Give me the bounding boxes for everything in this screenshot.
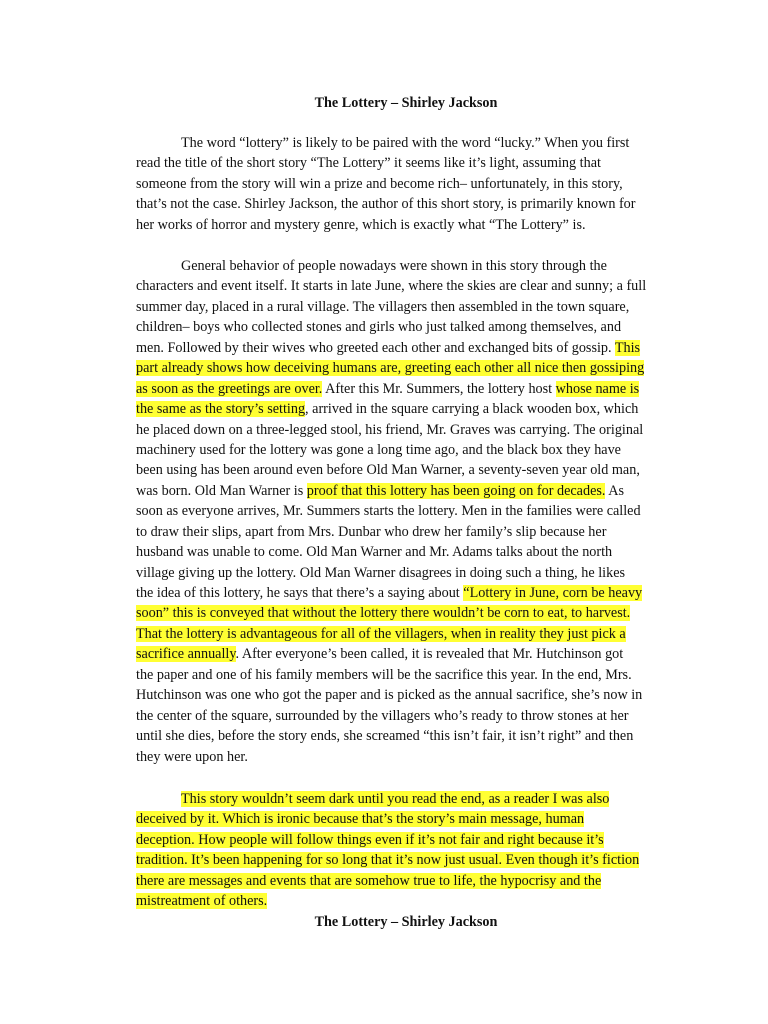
- text-line: [136, 563, 676, 583]
- text-segment: someone from the story will win a prize and become rich– unfortunately, in this story,: [136, 175, 623, 192]
- text-line: [136, 891, 676, 911]
- text-segment: that’s not the case. Shirley Jackson, the author of this short story, is primarily known for: [136, 196, 636, 213]
- text-segment: machinery used for the lottery was gone a long time ago, and the black box they have: [136, 441, 621, 458]
- text-line: [136, 399, 676, 419]
- text-line: [136, 460, 676, 480]
- text-segment: they were upon her.: [136, 748, 248, 765]
- text-line: [136, 153, 676, 173]
- paragraph-summary: [136, 256, 676, 767]
- text-line: [136, 194, 676, 214]
- text-segment: characters and event itself. It starts in late June, where the skies are clear and sunny; a full: [136, 278, 647, 295]
- text-segment: the center of the square, surrounded by the villagers who’s ready to throw stones at her: [136, 707, 629, 724]
- text-line: [136, 174, 676, 194]
- highlighted-text: as soon as the greetings are over.: [136, 380, 323, 397]
- highlighted-text: That the lottery is advantageous for all of the villagers, when in reality they just pick a: [136, 625, 626, 642]
- text-segment: soon as everyone arrives, Mr. Summers starts the lottery. Men in the families were called: [136, 503, 641, 520]
- text-line: [136, 297, 676, 317]
- text-line: [136, 871, 676, 891]
- paragraph-intro: [136, 133, 676, 235]
- text-segment: was born. Old Man Warner is: [136, 482, 307, 499]
- highlighted-text: This story wouldn’t seem dark until you read the end, as a reader I was also: [181, 791, 610, 807]
- text-line: [136, 850, 676, 870]
- text-segment: the paper and one of his family members will be the sacrifice this year. In the end, Mrs.: [136, 666, 632, 683]
- text-line: [136, 789, 676, 809]
- document-title-repeat: The Lottery – Shirley Jackson: [314, 914, 498, 930]
- highlighted-text: deception. How people will follow things even if it’s not fair and right because it’s: [136, 831, 604, 848]
- highlighted-text: proof that this lottery has been going on for decades.: [306, 482, 606, 499]
- highlighted-text: the same as the story’s setting: [136, 401, 306, 418]
- highlighted-text: deceived by it. Which is ironic because that’s the story’s main message, human: [136, 811, 585, 828]
- text-line: [136, 624, 676, 644]
- highlighted-text: there are messages and events that are somehow true to life, the hypocrisy and the: [136, 872, 602, 889]
- highlighted-text: “Lottery in June, corn be heavy: [463, 585, 643, 601]
- text-line: [136, 665, 676, 685]
- text-segment: he placed down on a three-legged stool, his friend, Mr. Graves was carrying. The original: [136, 421, 644, 438]
- highlighted-text: tradition. It’s been happening for so long that it’s now just usual. Even though it’s fiction: [136, 852, 640, 869]
- text-line: [136, 522, 676, 542]
- text-segment: to draw their slips, apart from Mrs. Dunbar who drew her family’s slip because her: [136, 523, 607, 540]
- highlighted-text: sacrifice annually: [136, 646, 236, 663]
- text-segment: her works of horror and mystery genre, which is exactly what “The Lottery” is.: [136, 216, 586, 233]
- text-line: [136, 542, 676, 562]
- text-segment: village giving up the lottery. Old Man Warner disagrees in doing such a thing, he likes: [136, 564, 626, 581]
- text-segment: summer day, placed in a rural village. The villagers then assembled in the town square,: [136, 298, 630, 315]
- highlighted-text: mistreatment of others.: [136, 893, 268, 910]
- text-segment: The word “lottery” is likely to be paired with the word “lucky.” When you first: [181, 135, 630, 151]
- text-segment: read the title of the short story “The Lottery” it seems like it’s light, assuming that: [136, 155, 601, 172]
- paragraph-conclusion: [136, 789, 676, 912]
- text-segment: As: [605, 482, 624, 499]
- text-segment: until she dies, before the story ends, she screamed “this isn’t fair, it isn’t right” and then: [136, 728, 634, 745]
- text-line: [136, 440, 676, 460]
- text-segment: husband was unable to come. Old Man Warner and Mr. Adams talks about the north: [136, 544, 613, 561]
- text-segment: Hutchinson was one who got the paper and is picked as the annual sacrifice, she’s now in: [136, 687, 643, 704]
- text-line: [136, 583, 676, 603]
- text-segment: children– boys who collected stones and girls who just talked among themselves, and: [136, 319, 622, 336]
- text-line: [136, 685, 676, 705]
- text-segment: After this Mr. Summers, the lottery host: [322, 380, 556, 397]
- highlighted-text: soon” this is conveyed that without the lottery there wouldn’t be corn to eat, to harvest.: [136, 605, 631, 622]
- highlighted-text: whose name is: [555, 380, 640, 397]
- text-line: [136, 256, 676, 276]
- text-line: [136, 215, 676, 235]
- text-line: [136, 726, 676, 746]
- text-line: [136, 133, 676, 153]
- text-line: [136, 603, 676, 623]
- text-line: [136, 481, 676, 501]
- text-line: [136, 501, 676, 521]
- text-segment: been using has been around even before Old Man Warner, a seventy-seven year old man,: [136, 462, 640, 479]
- text-line: [136, 379, 676, 399]
- text-line: [136, 809, 676, 829]
- text-segment: men. Followed by their wives who greeted each other and exchanged bits of gossip.: [136, 339, 615, 356]
- text-line: [136, 644, 676, 664]
- text-line: [136, 830, 676, 850]
- text-line: [136, 276, 676, 296]
- text-segment: General behavior of people nowadays were shown in this story through the: [181, 258, 607, 274]
- text-segment: . After everyone’s been called, it is revealed that Mr. Hutchinson got: [235, 646, 624, 663]
- text-line: [136, 317, 676, 337]
- text-line: [136, 747, 676, 767]
- text-line: [136, 706, 676, 726]
- text-line: [136, 358, 676, 378]
- text-segment: the idea of this lottery, he says that there’s a saying about: [136, 585, 464, 601]
- document-title: The Lottery – Shirley Jackson: [314, 95, 498, 111]
- highlighted-text: part already shows how deceiving humans are, greeting each other all nice then gossiping: [136, 360, 645, 377]
- text-line: [136, 338, 676, 358]
- text-line: [136, 420, 676, 440]
- text-segment: , arrived in the square carrying a black wooden box, which: [305, 401, 639, 418]
- highlighted-text: This: [614, 339, 641, 356]
